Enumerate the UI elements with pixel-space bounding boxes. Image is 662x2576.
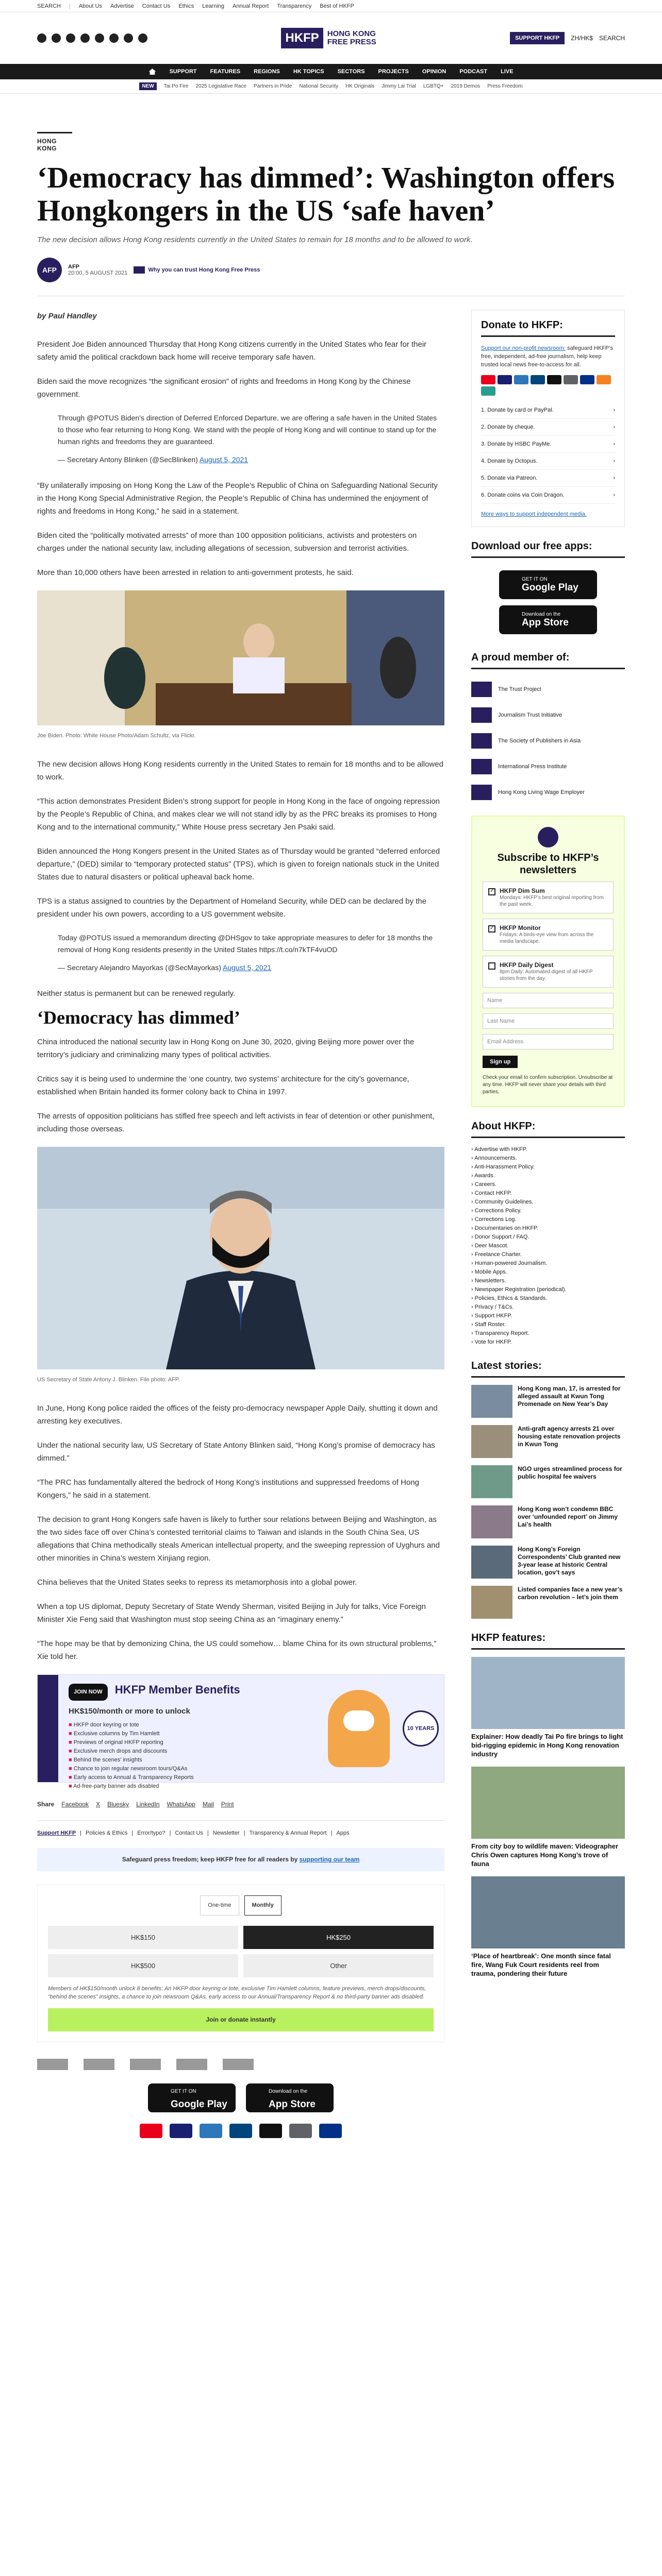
story-item[interactable] [471, 1465, 625, 1498]
option-name: HKFP Daily Digest [500, 961, 554, 969]
share-label: Share [37, 1801, 55, 1808]
logo-text [327, 30, 376, 46]
share-x[interactable]: X [96, 1801, 101, 1808]
trending-bar [0, 79, 662, 94]
author-avatar: AFP [37, 258, 62, 282]
blinken-photo[interactable] [37, 1147, 444, 1369]
new-badge: NEW [139, 82, 156, 90]
about-heading: About HKFP: [471, 1121, 625, 1138]
google-play-label: Google Play [522, 582, 578, 593]
donate-option[interactable]: 1. Donate by card or PayPal. › [481, 402, 615, 419]
app-store-button[interactable] [499, 605, 597, 634]
logo-line2: FREE PRESS [327, 38, 376, 46]
safeguard-banner [37, 1848, 444, 1871]
photo-caption: US Secretary of State Antony J. Blinken. File photo: AFP. [37, 1377, 180, 1383]
option-desc: Mondays: HKFP’s best original reporting from the past week. [500, 895, 604, 907]
trust-project-logo [471, 682, 492, 697]
story-item[interactable] [471, 1385, 625, 1418]
ipi-logo [176, 2059, 207, 2070]
app-store-small: Download on the [522, 611, 561, 617]
features-list [471, 1657, 625, 1978]
about-item[interactable]: › Privacy / T&Cs. [471, 1303, 625, 1312]
donate-body: safeguard HKFP’s free, independent, ad-free journalism, help keep trusted local news free-to-access for all. [481, 345, 614, 368]
share-whatsapp[interactable]: WhatsApp [167, 1801, 195, 1808]
member-name: Journalism Trust Initiative [498, 712, 562, 718]
nav-hk-topics[interactable]: HK TOPICS [293, 69, 324, 75]
apps-link[interactable]: Apps [336, 1830, 350, 1836]
feature-card[interactable] [471, 1767, 625, 1868]
facebook-icon[interactable] [37, 33, 46, 43]
amex-icon [200, 2124, 222, 2138]
logo-mark: HKFP [281, 28, 323, 48]
about-item[interactable]: › Careers. [471, 1180, 625, 1189]
trending-item[interactable]: 2025 Legislative Race [195, 83, 246, 89]
google-play-small: GET IT ON [171, 2089, 196, 2094]
donate-option[interactable]: 4. Donate by Octopus. › [481, 453, 615, 470]
paragraph: More than 10,000 others have been arrested in relation to anti-government protests, he said. [37, 568, 354, 577]
main-nav [0, 64, 662, 79]
support-hkfp-link[interactable]: Support HKFP [37, 1830, 76, 1836]
ten-years-badge: 10 YEARS [403, 1710, 439, 1747]
article-title: ‘Democracy has dimmed’: Washington offers Hongkongers in the US ‘safe haven’ [37, 161, 615, 227]
best-of-link[interactable]: Best of HKFP [320, 3, 354, 9]
paragraph: “By unilaterally imposing on Hong Kong the Law of the People’s Republic of China on Safeguarding National Security in the Hong Kong Special Administrative Region, the People’s Republic of China has undermined the enjoyment of rights and freedoms in Hong Kong,” he said in a statement. [37, 481, 438, 516]
name-input[interactable]: Name [483, 993, 614, 1008]
story-item[interactable] [471, 1505, 625, 1538]
member-item[interactable] [471, 779, 625, 805]
about-item[interactable]: › Contact HKFP. [471, 1189, 625, 1198]
paragraph: In June, Hong Kong police raided the offices of the feisty pro-democracy newspaper Apple Daily, shutting it down and arresting key executives. [37, 1404, 438, 1426]
monthly-tab[interactable]: Monthly [244, 1895, 282, 1916]
paypal-icon [319, 2124, 342, 2138]
paragraph: “The hope may be that by demonizing China, the US could somehow… blame China for its own structural problems,” Xie told her. [37, 1639, 437, 1661]
about-item[interactable]: › Mobile Apps. [471, 1268, 625, 1277]
site-header [0, 12, 662, 64]
photo-caption: Joe Biden. Photo: White House Photo/Adam Schultz, via Flickr. [37, 733, 196, 739]
donate-heading: Donate to HKFP: [481, 319, 615, 337]
member-item[interactable] [471, 676, 625, 702]
paragraph: Biden cited the “politically motivated arrests” of more than 100 opposition politicians, activists and protesters on charges under the national security law, including allegations of secession, subversion and terrorist activities. [37, 531, 417, 553]
embedded-tweet [58, 932, 444, 974]
octopus-icon [481, 386, 495, 396]
frequency-toggle [48, 1895, 434, 1916]
feature-image [471, 1657, 625, 1729]
benefits-list [69, 1721, 310, 1791]
member-item[interactable] [471, 754, 625, 779]
about-list [471, 1145, 625, 1347]
benefit-item: ■ Chance to join regular newsroom tours/Q&As [69, 1765, 310, 1773]
story-title: Listed companies face a new year’s carbon revolution – let’s join them [518, 1586, 623, 1601]
article-kicker[interactable]: HONG KONG [37, 132, 72, 152]
card-icons [481, 375, 615, 396]
language-switch[interactable]: ZH/HK$ [571, 35, 593, 42]
footer-badges [37, 2059, 444, 2070]
donate-options [481, 402, 615, 504]
jti-logo [471, 707, 492, 723]
story-thumbnail [471, 1385, 512, 1418]
support-links: Support HKFP | Policies & Ethics | Error/typo? | Contact Us | Newsletter | Transparency & Annual Report | Apps [37, 1820, 444, 1840]
advertise-link[interactable]: Advertise [110, 3, 134, 9]
share-linkedin[interactable]: LinkedIn [136, 1801, 160, 1808]
latest-heading: Latest stories: [471, 1360, 625, 1378]
share-print[interactable]: Print [221, 1801, 234, 1808]
tweet-text: Today @POTUS issued a memorandum directing @DHSgov to take appropriate measures to defer for 18 months the removal of Hong Kong residents presently in the United States https://t.co/n7kTF4vuOD [58, 934, 433, 954]
trending-item[interactable]: 2019 Demos [451, 83, 481, 89]
paragraph: “This action demonstrates President Biden’s strong support for people in Hong Kong in the face of ongoing repression by the People’s Republic of China, and makes clear we will not stand idly by as the PRC breaks its promises to Hong Kong and to the international community,” White House press secretary Jen Psaki said. [37, 797, 440, 832]
nav-features[interactable]: FEATURES [210, 69, 241, 75]
latest-stories [471, 1385, 625, 1619]
trust-link-text: Why you can trust Hong Kong Free Press [148, 267, 260, 273]
member-benefits-banner[interactable] [37, 1674, 444, 1789]
story-thumbnail [471, 1505, 512, 1538]
about-item[interactable]: › Community Guidelines. [471, 1198, 625, 1207]
about-item[interactable]: › Donor Support / FAQ. [471, 1233, 625, 1242]
about-item[interactable]: › Support HKFP. [471, 1312, 625, 1320]
email-input[interactable]: Email Address [483, 1034, 614, 1049]
nav-projects[interactable]: PROJECTS [378, 69, 409, 75]
about-item[interactable]: › Freelance Charter. [471, 1250, 625, 1259]
one-time-tab[interactable]: One-time [200, 1895, 239, 1916]
telegram-icon[interactable] [124, 33, 133, 43]
logo-line1: HONG KONG [327, 29, 376, 38]
sign-up-button[interactable]: Sign up [483, 1056, 518, 1068]
article-body [37, 310, 444, 2138]
about-item[interactable]: › Human-powered Journalism. [471, 1259, 625, 1268]
home-icon[interactable] [148, 69, 156, 75]
member-name: The Trust Project [498, 686, 541, 692]
google-play-button[interactable] [499, 570, 597, 599]
donate-intro-link[interactable]: Support our non-profit newsroom: [481, 345, 566, 351]
donate-text [481, 344, 615, 369]
story-thumbnail [471, 1586, 512, 1619]
option-name: HKFP Dim Sum [500, 887, 545, 894]
living-wage-logo [223, 2059, 254, 2070]
about-item[interactable]: › Deer Mascot. [471, 1242, 625, 1250]
nav-support[interactable]: SUPPORT [169, 69, 197, 75]
story-item[interactable] [471, 1586, 625, 1619]
benefits-title: HKFP Member Benefits [114, 1683, 240, 1696]
paragraph: Neither status is permanent but can be renewed regularly. [37, 989, 236, 998]
about-item[interactable]: › Advertise with HKFP. [471, 1145, 625, 1154]
story-title: Anti-graft agency arrests 21 over housing estate renovation projects in Kwun Tong [518, 1425, 621, 1448]
tweet-date-link[interactable]: August 5, 2021 [199, 455, 249, 464]
newsletter-option[interactable] [483, 882, 614, 913]
amount-option[interactable]: HK$500 [48, 1954, 238, 1977]
typo-link[interactable]: Error/typo? [137, 1830, 166, 1836]
trending-item[interactable]: Tai Po Fire [163, 83, 189, 89]
about-item[interactable]: › Newspaper Registration (periodical). [471, 1285, 625, 1294]
living-wage-logo [471, 785, 492, 800]
mastercard-icon [481, 375, 495, 384]
tweet-text: Through @POTUS Biden’s direction of Deferred Enforced Departure, we are offering a safe haven in the United States to those who fear returning to Hong Kong. We stand with the people of Hong Kong and will continue to stand up for the human rights and freedoms they are guaranteed. [58, 414, 437, 446]
last-name-input[interactable]: Last Name [483, 1013, 614, 1029]
ipi-logo [471, 759, 492, 774]
section-heading: ‘Democracy has dimmed’ [37, 1007, 240, 1028]
member-name: The Society of Publishers in Asia [498, 738, 581, 744]
newsletter-option[interactable] [483, 956, 614, 988]
paragraph: Biden announced the Hong Kongers present in the United States as of Thursday would be granted “deferred enforced departure,” (DED) similar to “temporary protected status” (TPS), which is given to foreign nationals stuck in the United States due to natural disasters or political upheaval back home. [37, 847, 440, 882]
paragraph: Critics say it is being used to undermine the ‘one country, two systems’ architecture for the city’s governance, established when Britain handed its former colony back to China in 1997. [37, 1075, 409, 1096]
app-store-button[interactable] [246, 2083, 334, 2112]
instagram-icon[interactable] [66, 33, 75, 43]
google-play-button[interactable] [148, 2083, 236, 2112]
deer-mascot [320, 1675, 398, 1782]
about-item[interactable]: › Newsletters. [471, 1277, 625, 1285]
embedded-tweet [58, 412, 444, 466]
story-title: Hong Kong’s Foreign Correspondents’ Club granted new 3-year lease at historic Central location, gov’t says [518, 1546, 621, 1576]
mascot-figure [328, 1690, 390, 1767]
donate-option[interactable]: 5. Donate via Patreon. › [481, 470, 615, 487]
trending-item[interactable]: Jimmy Lai Trial [382, 83, 416, 89]
member-item[interactable] [471, 702, 625, 728]
x-icon[interactable] [52, 33, 61, 43]
byline [37, 258, 625, 282]
paypal-icon [580, 375, 594, 384]
google-pay-icon [564, 375, 578, 384]
blinken-photo-illustration [37, 1147, 444, 1369]
trending-item[interactable]: LGBTQ+ [423, 83, 444, 89]
benefits-price: HK$150/month or more to unlock [69, 1707, 190, 1716]
feature-image [471, 1876, 625, 1948]
apple-pay-icon [259, 2124, 282, 2138]
app-store-label: App Store [522, 617, 569, 628]
about-item[interactable]: › Anti-Harassment Policy. [471, 1163, 625, 1172]
trending-item[interactable]: National Security [299, 83, 338, 89]
amount-option[interactable]: HK$150 [48, 1926, 238, 1949]
author-name[interactable]: AFP [68, 264, 79, 270]
article-standfirst: The new decision allows Hong Kong residents currently in the United States to remain for 18 months and to be allowed to work. [37, 235, 473, 244]
trust-icon [134, 266, 145, 274]
paragraph: Under the national security law, US Secretary of State Antony Blinken said, “Hong Kong’s promise of democracy has dimmed.” [37, 1441, 435, 1463]
member-item[interactable] [471, 728, 625, 754]
sopa-logo [471, 733, 492, 749]
story-thumbnail [471, 1465, 512, 1498]
paragraph: When a top US diplomat, Deputy Secretary of State Wendy Sherman, visited Beijing in July for talks, Vice Foreign Minister Xie Feng said that Washington must stop seeing China as an “imaginary enemy.” [37, 1602, 426, 1624]
amount-options [48, 1926, 434, 1977]
paragraph: “The PRC has fundamentally altered the bedrock of Hong Kong’s institutions and suppressed freedoms of Hong Kongers,” he said in a statement. [37, 1478, 419, 1500]
share-bluesky[interactable]: Bluesky [107, 1801, 129, 1808]
google-play-small: GET IT ON [522, 576, 548, 582]
about-item[interactable]: › Documentaries on HKFP. [471, 1224, 625, 1233]
biden-photo-illustration [37, 590, 444, 725]
more-ways-link[interactable]: More ways to support independent media. [481, 511, 587, 517]
tweet-source: — Secretary Antony Blinken (@SecBlinken) [58, 455, 198, 464]
checkbox-checked[interactable] [488, 925, 495, 933]
payment-icons [37, 2124, 444, 2138]
app-store-small: Download on the [269, 2089, 308, 2094]
jcb-icon [229, 2124, 252, 2138]
member-heading: A proud member of: [471, 652, 625, 669]
apps-heading: Download our free apps: [471, 540, 625, 558]
mastercard-icon [140, 2124, 162, 2138]
social-icons [37, 33, 147, 43]
linkedin-icon[interactable] [109, 33, 119, 43]
youtube-icon[interactable] [95, 33, 104, 43]
ethics-link[interactable]: Ethics [178, 3, 194, 9]
features-heading: HKFP features: [471, 1632, 625, 1650]
biden-photo[interactable] [37, 590, 444, 725]
jti-logo [84, 2059, 114, 2070]
sidebar-app-buttons [471, 565, 625, 639]
paragraph: The new decision allows Hong Kong residents currently in the United States to remain for 18 months and to be allowed to work. [37, 760, 443, 782]
feature-card[interactable] [471, 1876, 625, 1978]
apple-pay-icon [547, 375, 561, 384]
nav-podcast[interactable]: PODCAST [459, 69, 488, 75]
feature-image [471, 1767, 625, 1839]
share-facebook[interactable]: Facebook [61, 1801, 89, 1808]
header-search[interactable]: SEARCH [599, 35, 625, 42]
about-item[interactable]: › Corrections Log. [471, 1215, 625, 1224]
transparency-link[interactable]: Transparency [277, 3, 312, 9]
search-link[interactable]: SEARCH [37, 3, 61, 9]
checkbox-unchecked[interactable] [488, 962, 495, 970]
donate-option[interactable]: 6. Donate coins via Coin Dragon. › [481, 487, 615, 504]
newsletter-option[interactable] [483, 919, 614, 951]
visa-icon [170, 2124, 192, 2138]
donation-widget [37, 1885, 444, 2042]
about-item[interactable]: › Awards. [471, 1172, 625, 1180]
benefit-item: ■ Behind the scenes' insights [69, 1756, 310, 1765]
newsletter-note: Check your email to confirm subscription. Unsubscribe at any time. HKFP will never share your details with third parties. [483, 1075, 613, 1095]
newsletter-box [471, 816, 625, 1107]
story-item[interactable] [471, 1425, 625, 1458]
nav-sectors[interactable]: SECTORS [337, 69, 365, 75]
app-store-label: App Store [269, 2099, 316, 2110]
about-item[interactable]: › Staff Roster. [471, 1320, 625, 1329]
banner-side-strip [38, 1675, 58, 1782]
benefit-item: ■ HKFP door keyring or tote [69, 1721, 310, 1730]
about-item[interactable]: › Policies, Ethics & Standards. [471, 1294, 625, 1303]
trust-project-logo [37, 2059, 68, 2070]
join-now-button[interactable]: JOIN NOW [69, 1684, 108, 1701]
feature-title: From city boy to wildlife maven: Videographer Chris Owen captures Hong Kong’s trove of fauna [471, 1842, 619, 1868]
donate-option[interactable]: 2. Donate by cheque. › [481, 419, 615, 436]
story-title: NGO urges streamlined process for public hospital fee waivers [518, 1465, 622, 1480]
rss-icon[interactable] [138, 33, 147, 43]
patreon-icon [597, 375, 611, 384]
story-title: Hong Kong won’t condemn BBC over ‘unfounded report’ on Jimmy Lai’s health [518, 1505, 618, 1528]
visa-icon [498, 375, 512, 384]
story-item[interactable] [471, 1546, 625, 1579]
utility-bar: SEARCH | About Us Advertise Contact Us Ethics Learning Annual Report Transparency Best of HKFP [0, 0, 662, 12]
share-mail[interactable]: Mail [202, 1801, 214, 1808]
benefit-item: ■ Previews of original HKFP reporting [69, 1738, 310, 1747]
publish-date: 20:00, 5 AUGUST 2021 [68, 270, 128, 276]
member-name: Hong Kong Living Wage Employer [498, 789, 585, 795]
nav-live[interactable]: LIVE [501, 69, 514, 75]
paragraph: President Joe Biden announced Thursday that Hong Kong citizens currently in the United States who fear for their safety amid the political crackdown back home will receive temporary safe haven. [37, 340, 427, 362]
header-actions [510, 32, 625, 44]
tweet-source: — Secretary Alejandro Mayorkas (@SecMayorkas) [58, 963, 221, 972]
benefit-item: ■ Early access to Annual & Transparency Reports [69, 1773, 310, 1782]
about-link[interactable]: About Us [78, 3, 102, 9]
donate-box [471, 310, 625, 527]
story-thumbnail [471, 1546, 512, 1579]
support-button[interactable]: SUPPORT HKFP [510, 32, 565, 44]
contact-link[interactable]: Contact Us [142, 3, 171, 9]
footer-app-buttons [37, 2083, 444, 2112]
amex-icon [514, 375, 528, 384]
newsletter-link[interactable]: Newsletter [212, 1830, 240, 1836]
policies-link[interactable]: Policies & Ethics [86, 1830, 128, 1836]
nav-opinion[interactable]: OPINION [422, 69, 446, 75]
safeguard-link[interactable]: supporting our team [299, 1856, 360, 1863]
jcb-icon [531, 375, 545, 384]
feature-title: Explainer: How deadly Tai Po fire brings to light bid-rigging epidemic in Hong Kong renovation industry [471, 1733, 623, 1758]
benefit-item: ■ Exclusive merch drops and discounts [69, 1747, 310, 1756]
site-logo[interactable] [281, 28, 376, 48]
about-item[interactable]: › Transparency Report. [471, 1329, 625, 1338]
member-note: Members of HK$150/month unlock 8 benefits: An HKFP door keyring or tote, exclusive Tim Hamlett columns, feature previews, merch drops/discounts, “behind the scenes” insights, a chance to join newsroom Q&As, early access to our Annual/Transparency Report & no third-party banner ads disabled. [48, 1986, 426, 2000]
checkbox-checked[interactable] [488, 888, 495, 895]
about-item[interactable]: › Corrections Policy. [471, 1207, 625, 1215]
option-desc: 8pm Daily: Automated digest of all HKFP stories from the day. [500, 969, 593, 981]
sidebar [471, 310, 625, 2138]
amount-option[interactable]: HK$250 [243, 1926, 434, 1949]
about-item[interactable]: › Vote for HKFP. [471, 1338, 625, 1347]
benefit-item: ■ Exclusive columns by Tim Hamlett [69, 1730, 310, 1738]
story-thumbnail [471, 1425, 512, 1458]
trending-item[interactable]: Press Freedom [487, 83, 523, 89]
learning-link[interactable]: Learning [202, 3, 225, 9]
paragraph: The arrests of opposition politicians has stifled free speech and left activists in fear of detention or other punishment, including those overseas. [37, 1112, 435, 1133]
annual-report-link[interactable]: Annual Report [233, 3, 269, 9]
tweet-date-link[interactable]: August 5, 2021 [223, 963, 272, 972]
paragraph: Biden said the move recognizes “the significant erosion” of rights and freedoms in Hong Kong by the Chinese government. [37, 377, 411, 399]
join-donate-button[interactable]: Join or donate instantly [48, 2008, 434, 2031]
trending-item[interactable]: HK Originals [345, 83, 375, 89]
nav-regions[interactable]: REGIONS [254, 69, 280, 75]
benefit-item: ■ Ad-free-party banner ads disabled [69, 1782, 310, 1791]
share-bar [37, 1798, 444, 1811]
threads-icon[interactable] [80, 33, 90, 43]
paragraph: TPS is a status assigned to countries by the Department of Homeland Security, while DED can be declared by the president under his own powers, according to a US government website. [37, 897, 427, 919]
sopa-logo [130, 2059, 161, 2070]
feature-card[interactable] [471, 1657, 625, 1758]
member-name: International Press Institute [498, 764, 567, 770]
google-pay-icon [289, 2124, 312, 2138]
option-name: HKFP Monitor [500, 924, 541, 931]
contact-us-link[interactable]: Contact Us [175, 1830, 203, 1836]
report-link[interactable]: Transparency & Annual Report [249, 1830, 327, 1836]
story-title: Hong Kong man, 17, is arrested for alleged assault at Kwun Tong Promenade on New Year’s Day [518, 1385, 621, 1408]
amount-option[interactable]: Other [243, 1954, 434, 1977]
google-play-label: Google Play [171, 2099, 227, 2110]
bell-icon [538, 827, 558, 848]
paragraph: China introduced the national security law in Hong Kong on June 30, 2020, giving Beijing more power over the territory’s judiciary and criminalizing many types of political activities. [37, 1038, 415, 1059]
feature-title: ‘Place of heartbreak’: One month since fatal fire, Wang Fuk Court residents reel from trauma, pondering their future [471, 1952, 611, 1977]
newsletter-title: Subscribe to HKFP’s newsletters [497, 852, 599, 876]
trust-link[interactable] [134, 266, 260, 274]
about-item[interactable]: › Announcements. [471, 1154, 625, 1163]
paragraph: The decision to grant Hong Kongers safe haven is likely to further sour relations between Beijing and Washington, as the two sides face off over China’s contested territorial claims to Taiwan and islands in the South China Sea, US allegations that China methodically steals American intellectual property, and the sweeping repression of Uyghurs and other minorities in China’s western Xinjiang region. [37, 1515, 440, 1563]
safeguard-text: Safeguard press freedom; keep HKFP free for all readers by [122, 1856, 298, 1863]
donate-option[interactable]: 3. Donate by HSBC PayMe. › [481, 436, 615, 453]
member-list [471, 676, 625, 805]
paragraph: China believes that the United States seeks to repress its metamorphosis into a global power. [37, 1578, 357, 1587]
trending-item[interactable]: Partners in Pride [253, 83, 292, 89]
option-desc: Fridays: A birds-eye view from across the media landscape. [500, 932, 594, 944]
article-author: by Paul Handley [37, 312, 97, 320]
